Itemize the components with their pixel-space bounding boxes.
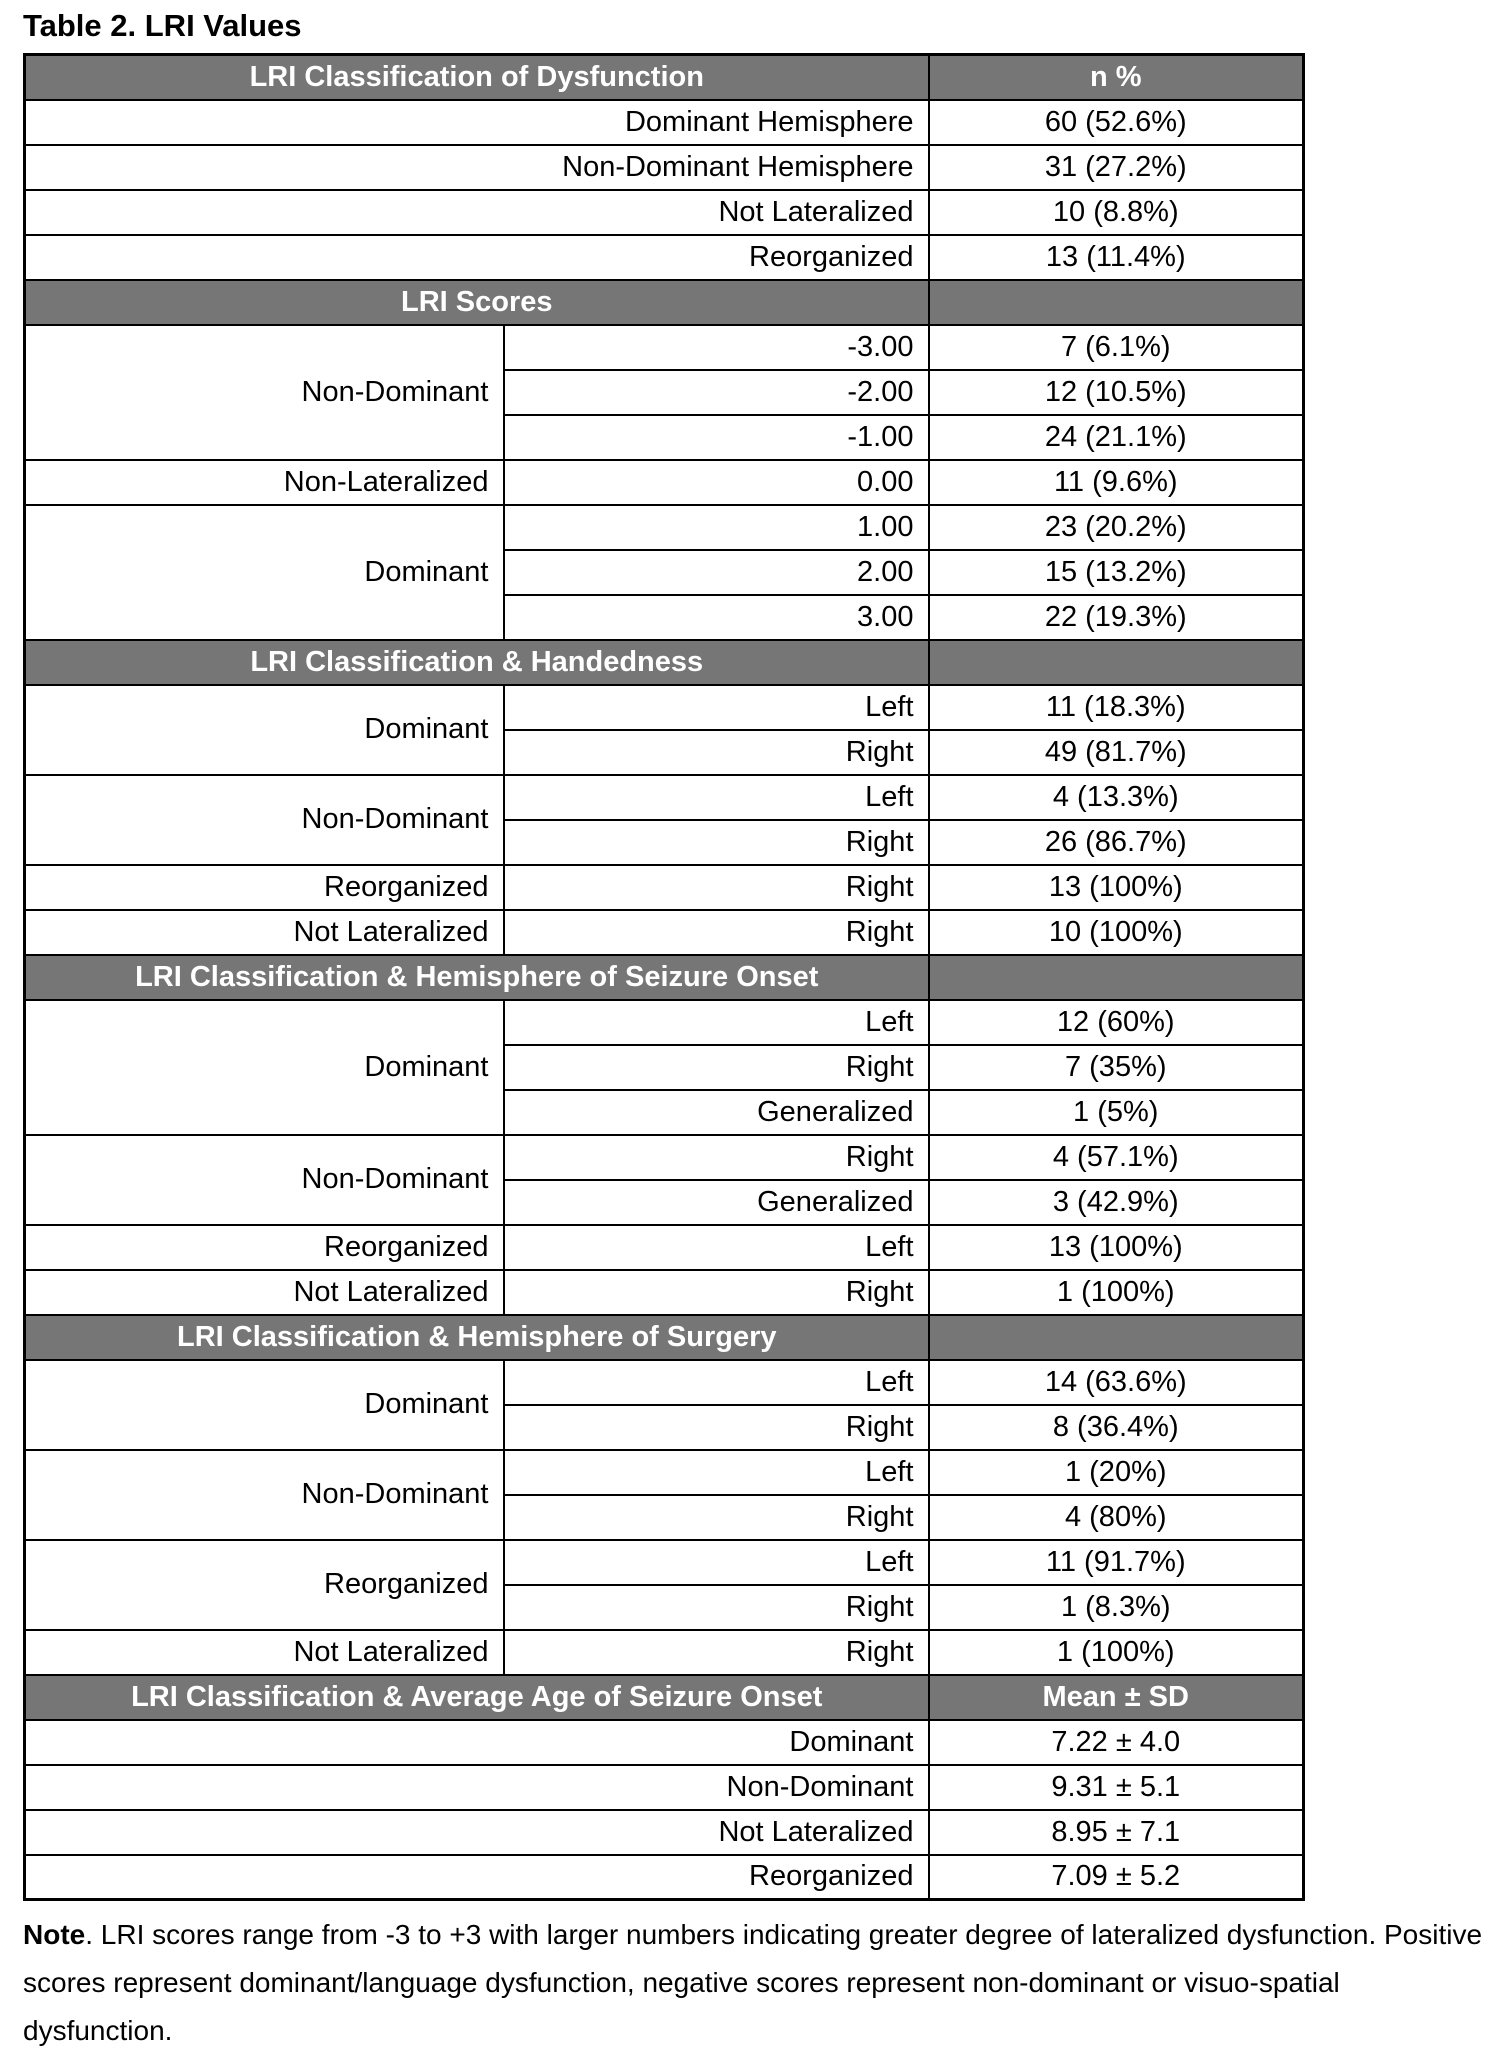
table-row: [25, 1765, 1304, 1810]
table-row: [25, 1000, 1304, 1045]
section-header-row: [25, 1675, 1304, 1720]
note-label: Note: [23, 1919, 86, 1950]
section-value-header-cell: [929, 640, 1304, 685]
row-sub-label-cell: Right: [504, 1270, 929, 1315]
table-row: [25, 1540, 1304, 1585]
row-value-cell: 1 (100%): [929, 1630, 1304, 1675]
row-value-cell: 11 (9.6%): [929, 460, 1304, 505]
row-value-cell: 7 (35%): [929, 1045, 1304, 1090]
row-value-cell: 13 (100%): [929, 1225, 1304, 1270]
section-header-row: [25, 640, 1304, 685]
table-row: [25, 1135, 1304, 1180]
row-sub-label-cell: 1.00: [504, 505, 929, 550]
row-sub-label-cell: Right: [504, 1405, 929, 1450]
group-label-cell: Non-Dominant: [25, 1450, 504, 1540]
row-sub-label-cell: -2.00: [504, 370, 929, 415]
section-value-header-cell: n %: [929, 55, 1304, 100]
section-header-row: [25, 280, 1304, 325]
table-row: [25, 1855, 1304, 1900]
row-value-cell: 10 (100%): [929, 910, 1304, 955]
row-sub-label-cell: 3.00: [504, 595, 929, 640]
row-value-cell: 12 (60%): [929, 1000, 1304, 1045]
table-row: [25, 235, 1304, 280]
table-row: [25, 685, 1304, 730]
row-value-cell: 31 (27.2%): [929, 145, 1304, 190]
row-sub-label-cell: Left: [504, 775, 929, 820]
table-row: [25, 1225, 1304, 1270]
table-row: [25, 190, 1304, 235]
row-value-cell: 7.22 ± 4.0: [929, 1720, 1304, 1765]
table-row: [25, 865, 1304, 910]
row-sub-label-cell: Generalized: [504, 1180, 929, 1225]
row-sub-label-cell: Left: [504, 1000, 929, 1045]
section-header-cell: LRI Classification & Handedness: [25, 640, 929, 685]
row-value-cell: 4 (13.3%): [929, 775, 1304, 820]
row-sub-label-cell: Left: [504, 1360, 929, 1405]
group-label-cell: Reorganized: [25, 865, 504, 910]
row-sub-label-cell: Right: [504, 865, 929, 910]
table-row: [25, 100, 1304, 145]
group-label-cell: Not Lateralized: [25, 1270, 504, 1315]
table-row: [25, 1270, 1304, 1315]
row-label-cell: Not Lateralized: [25, 1810, 929, 1855]
row-value-cell: 24 (21.1%): [929, 415, 1304, 460]
group-label-cell: Not Lateralized: [25, 1630, 504, 1675]
row-value-cell: 13 (11.4%): [929, 235, 1304, 280]
group-label-cell: Dominant: [25, 1000, 504, 1135]
row-value-cell: 3 (42.9%): [929, 1180, 1304, 1225]
row-value-cell: 7 (6.1%): [929, 325, 1304, 370]
row-value-cell: 15 (13.2%): [929, 550, 1304, 595]
row-sub-label-cell: -3.00: [504, 325, 929, 370]
row-value-cell: 9.31 ± 5.1: [929, 1765, 1304, 1810]
section-header-row: [25, 1315, 1304, 1360]
row-value-cell: 4 (80%): [929, 1495, 1304, 1540]
row-label-cell: Dominant: [25, 1720, 929, 1765]
row-sub-label-cell: 2.00: [504, 550, 929, 595]
table-row: [25, 910, 1304, 955]
table-row: [25, 460, 1304, 505]
table-row: [25, 1450, 1304, 1495]
section-header-row: [25, 955, 1304, 1000]
row-label-cell: Dominant Hemisphere: [25, 100, 929, 145]
row-value-cell: 12 (10.5%): [929, 370, 1304, 415]
table-row: [25, 775, 1304, 820]
note-text: . LRI scores range from -3 to +3 with larger numbers indicating greater degree of lateralized dysfunction. Positive scores represent dominant/language dysfunction, negative scores represent non-dominant or visuo-spatial dysfunction.: [23, 1919, 1483, 2046]
row-sub-label-cell: Right: [504, 910, 929, 955]
row-value-cell: 23 (20.2%): [929, 505, 1304, 550]
table-row: [25, 1630, 1304, 1675]
row-sub-label-cell: Left: [504, 1225, 929, 1270]
row-sub-label-cell: Left: [504, 685, 929, 730]
row-value-cell: 4 (57.1%): [929, 1135, 1304, 1180]
row-sub-label-cell: Left: [504, 1540, 929, 1585]
section-header-cell: LRI Classification & Average Age of Seizure Onset: [25, 1675, 929, 1720]
table-note: [23, 1911, 1485, 2055]
row-sub-label-cell: Right: [504, 1135, 929, 1180]
row-sub-label-cell: 0.00: [504, 460, 929, 505]
row-value-cell: 11 (18.3%): [929, 685, 1304, 730]
table-row: [25, 1810, 1304, 1855]
row-sub-label-cell: Generalized: [504, 1090, 929, 1135]
row-value-cell: 8 (36.4%): [929, 1405, 1304, 1450]
table-title: Table 2. LRI Values: [23, 8, 302, 43]
row-value-cell: 11 (91.7%): [929, 1540, 1304, 1585]
row-value-cell: 26 (86.7%): [929, 820, 1304, 865]
row-sub-label-cell: -1.00: [504, 415, 929, 460]
row-sub-label-cell: Right: [504, 730, 929, 775]
group-label-cell: Dominant: [25, 1360, 504, 1450]
row-value-cell: 10 (8.8%): [929, 190, 1304, 235]
group-label-cell: Non-Lateralized: [25, 460, 504, 505]
group-label-cell: Dominant: [25, 685, 504, 775]
table-row: [25, 1360, 1304, 1405]
row-label-cell: Reorganized: [25, 1855, 929, 1900]
row-value-cell: 8.95 ± 7.1: [929, 1810, 1304, 1855]
row-sub-label-cell: Right: [504, 820, 929, 865]
row-sub-label-cell: Right: [504, 1630, 929, 1675]
row-label-cell: Not Lateralized: [25, 190, 929, 235]
group-label-cell: Dominant: [25, 505, 504, 640]
section-value-header-cell: [929, 280, 1304, 325]
section-header-cell: LRI Scores: [25, 280, 929, 325]
section-header-cell: LRI Classification & Hemisphere of Seizure Onset: [25, 955, 929, 1000]
row-sub-label-cell: Left: [504, 1450, 929, 1495]
row-value-cell: 1 (8.3%): [929, 1585, 1304, 1630]
row-value-cell: 49 (81.7%): [929, 730, 1304, 775]
row-value-cell: 14 (63.6%): [929, 1360, 1304, 1405]
row-value-cell: 13 (100%): [929, 865, 1304, 910]
group-label-cell: Not Lateralized: [25, 910, 504, 955]
section-header-cell: LRI Classification of Dysfunction: [25, 55, 929, 100]
group-label-cell: Reorganized: [25, 1225, 504, 1270]
lri-table-body: [25, 55, 1304, 1900]
table-row: [25, 505, 1304, 550]
row-value-cell: 1 (20%): [929, 1450, 1304, 1495]
row-label-cell: Non-Dominant: [25, 1765, 929, 1810]
row-value-cell: 22 (19.3%): [929, 595, 1304, 640]
group-label-cell: Non-Dominant: [25, 1135, 504, 1225]
table-row: [25, 145, 1304, 190]
row-sub-label-cell: Right: [504, 1045, 929, 1090]
row-value-cell: 60 (52.6%): [929, 100, 1304, 145]
section-header-cell: LRI Classification & Hemisphere of Surgery: [25, 1315, 929, 1360]
row-value-cell: 1 (100%): [929, 1270, 1304, 1315]
row-value-cell: 1 (5%): [929, 1090, 1304, 1135]
section-value-header-cell: [929, 955, 1304, 1000]
section-value-header-cell: Mean ± SD: [929, 1675, 1304, 1720]
table-row: [25, 1720, 1304, 1765]
section-value-header-cell: [929, 1315, 1304, 1360]
group-label-cell: Non-Dominant: [25, 775, 504, 865]
section-header-row: [25, 55, 1304, 100]
group-label-cell: Non-Dominant: [25, 325, 504, 460]
row-value-cell: 7.09 ± 5.2: [929, 1855, 1304, 1900]
row-sub-label-cell: Right: [504, 1585, 929, 1630]
row-label-cell: Reorganized: [25, 235, 929, 280]
lri-values-table: [23, 53, 1305, 1901]
group-label-cell: Reorganized: [25, 1540, 504, 1630]
row-label-cell: Non-Dominant Hemisphere: [25, 145, 929, 190]
table-row: [25, 325, 1304, 370]
row-sub-label-cell: Right: [504, 1495, 929, 1540]
